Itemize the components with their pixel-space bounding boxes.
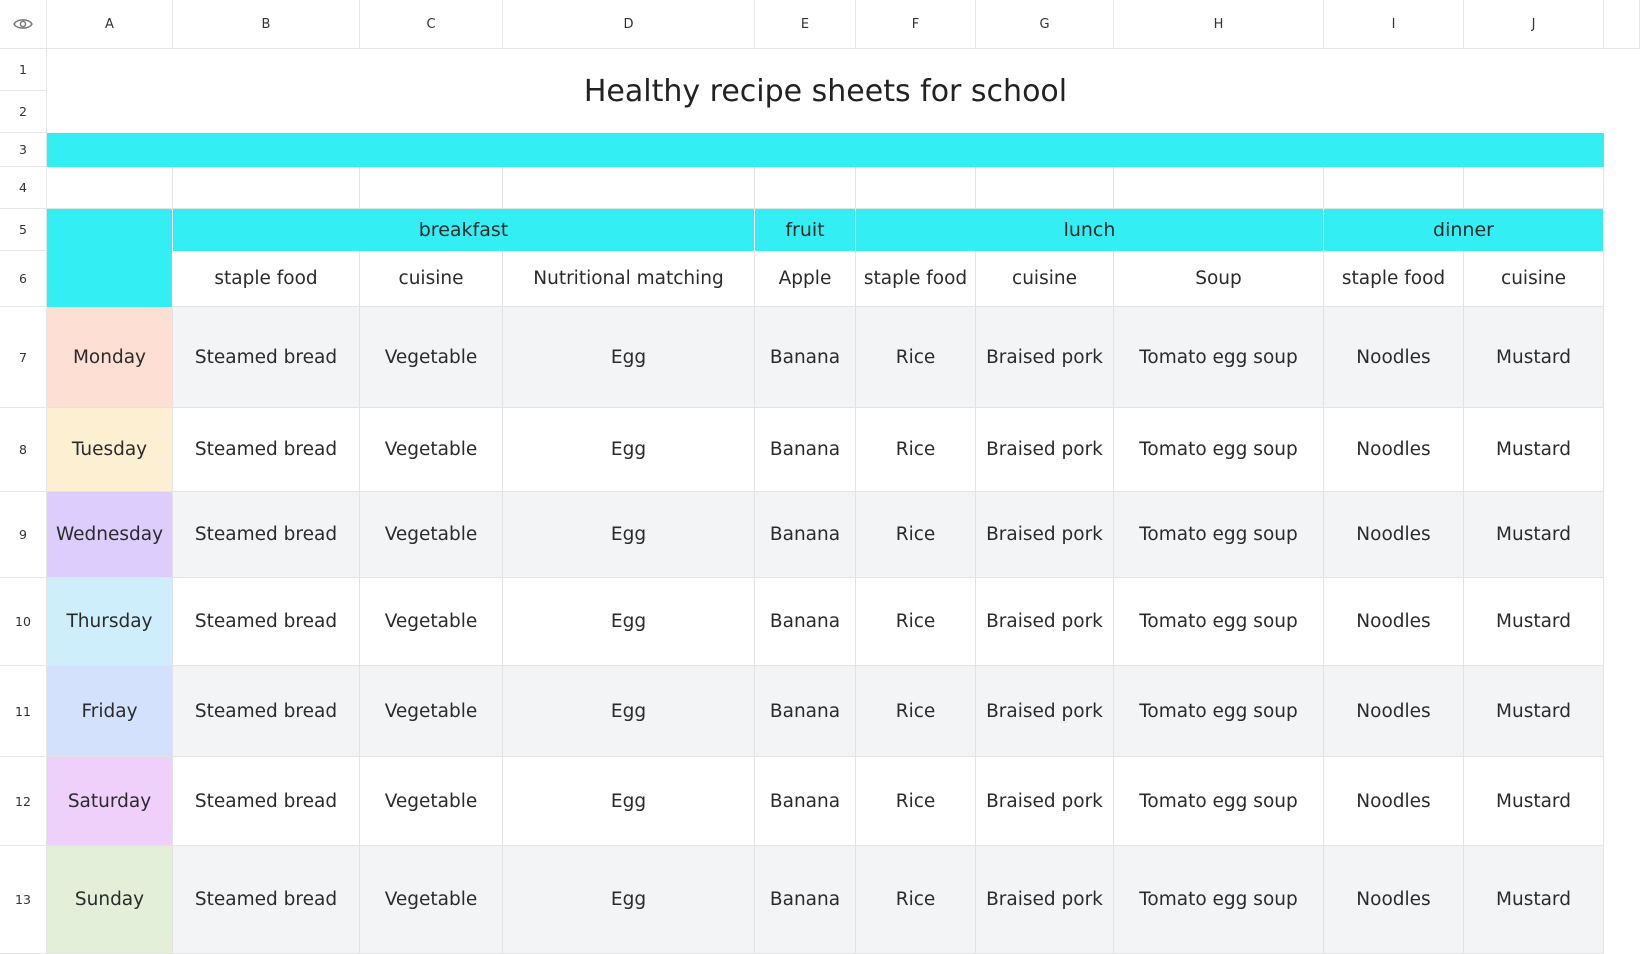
column-header-h[interactable]: H (1114, 0, 1324, 49)
meal-cell[interactable]: Mustard (1464, 492, 1604, 578)
row-header-2[interactable]: 2 (0, 91, 47, 133)
meal-cell[interactable]: Braised pork (976, 578, 1114, 666)
day-cell-tuesday[interactable]: Tuesday (47, 408, 173, 492)
empty-cell[interactable] (503, 167, 755, 209)
meal-cell[interactable]: Vegetable (360, 492, 503, 578)
group-header-dinner[interactable]: dinner (1324, 209, 1604, 251)
meal-cell[interactable]: Steamed bread (173, 307, 360, 408)
meal-cell[interactable]: Steamed bread (173, 408, 360, 492)
row-header-5[interactable]: 5 (0, 209, 47, 251)
empty-cell[interactable] (755, 167, 856, 209)
meal-cell[interactable]: Banana (755, 408, 856, 492)
group-header-breakfast[interactable]: breakfast (173, 209, 755, 251)
meal-cell[interactable]: Braised pork (976, 307, 1114, 408)
meal-cell[interactable]: Tomato egg soup (1114, 846, 1324, 954)
meal-cell[interactable]: Noodles (1324, 846, 1464, 954)
meal-cell[interactable]: Noodles (1324, 307, 1464, 408)
meal-cell[interactable]: Tomato egg soup (1114, 666, 1324, 757)
row-header-10[interactable]: 10 (0, 578, 47, 666)
sheet-title[interactable]: Healthy recipe sheets for school (583, 73, 1068, 109)
meal-cell[interactable]: Banana (755, 846, 856, 954)
meal-cell[interactable]: Rice (856, 846, 976, 954)
meal-cell[interactable]: Egg (503, 492, 755, 578)
subheader-cell[interactable]: Nutritional matching (503, 251, 755, 307)
meal-cell[interactable]: Steamed bread (173, 492, 360, 578)
meal-cell[interactable]: Rice (856, 307, 976, 408)
color-band[interactable] (47, 133, 1604, 167)
meal-cell[interactable]: Steamed bread (173, 578, 360, 666)
meal-cell[interactable]: Banana (755, 492, 856, 578)
column-header-a[interactable]: A (47, 0, 173, 49)
empty-cell[interactable] (47, 167, 173, 209)
empty-cell[interactable] (976, 167, 1114, 209)
row-header-1[interactable]: 1 (0, 49, 47, 91)
subheader-cell[interactable]: Apple (755, 251, 856, 307)
meal-cell[interactable]: Egg (503, 757, 755, 846)
day-cell-wednesday[interactable]: Wednesday (47, 492, 173, 578)
empty-cell[interactable] (173, 167, 360, 209)
subheader-cell[interactable]: cuisine (360, 251, 503, 307)
meal-cell[interactable]: Rice (856, 666, 976, 757)
meal-cell[interactable]: Banana (755, 307, 856, 408)
subheader-cell[interactable]: staple food (1324, 251, 1464, 307)
day-cell-sunday[interactable]: Sunday (47, 846, 173, 954)
meal-cell[interactable]: Banana (755, 757, 856, 846)
meal-cell[interactable]: Rice (856, 757, 976, 846)
meal-cell[interactable]: Rice (856, 578, 976, 666)
row-header-8[interactable]: 8 (0, 408, 47, 492)
meal-cell[interactable]: Noodles (1324, 578, 1464, 666)
column-header-e[interactable]: E (755, 0, 856, 49)
meal-cell[interactable]: Braised pork (976, 846, 1114, 954)
meal-cell[interactable]: Vegetable (360, 666, 503, 757)
column-header-j[interactable]: J (1464, 0, 1604, 49)
meal-cell[interactable]: Banana (755, 666, 856, 757)
subheader-cell[interactable]: cuisine (1464, 251, 1604, 307)
column-header-g[interactable]: G (976, 0, 1114, 49)
meal-cell[interactable]: Tomato egg soup (1114, 492, 1324, 578)
row-header-11[interactable]: 11 (0, 666, 47, 757)
day-cell-saturday[interactable]: Saturday (47, 757, 173, 846)
group-header-lunch[interactable]: lunch (856, 209, 1324, 251)
meal-cell[interactable]: Noodles (1324, 408, 1464, 492)
meal-cell[interactable]: Braised pork (976, 408, 1114, 492)
meal-cell[interactable]: Noodles (1324, 492, 1464, 578)
meal-cell[interactable]: Egg (503, 578, 755, 666)
meal-cell[interactable]: Braised pork (976, 492, 1114, 578)
group-header-fruit[interactable]: fruit (755, 209, 856, 251)
meal-cell[interactable]: Steamed bread (173, 757, 360, 846)
empty-cell[interactable] (856, 167, 976, 209)
meal-cell[interactable]: Mustard (1464, 408, 1604, 492)
meal-cell[interactable]: Tomato egg soup (1114, 307, 1324, 408)
meal-cell[interactable]: Rice (856, 492, 976, 578)
day-header-cell[interactable] (47, 209, 173, 307)
column-header-filler (1604, 0, 1640, 49)
meal-cell[interactable]: Banana (755, 578, 856, 666)
meal-cell[interactable]: Rice (856, 408, 976, 492)
row-header-4[interactable]: 4 (0, 167, 47, 209)
meal-cell[interactable]: Tomato egg soup (1114, 578, 1324, 666)
meal-cell[interactable]: Vegetable (360, 846, 503, 954)
subheader-cell[interactable]: cuisine (976, 251, 1114, 307)
subheader-cell[interactable]: staple food (173, 251, 360, 307)
day-cell-friday[interactable]: Friday (47, 666, 173, 757)
meal-cell[interactable]: Mustard (1464, 757, 1604, 846)
subheader-cell[interactable]: staple food (856, 251, 976, 307)
row-header-3[interactable]: 3 (0, 133, 47, 167)
eye-icon[interactable] (13, 17, 33, 31)
select-all-corner[interactable] (0, 0, 47, 49)
row-header-12[interactable]: 12 (0, 757, 47, 846)
meal-cell[interactable]: Tomato egg soup (1114, 408, 1324, 492)
meal-cell[interactable]: Egg (503, 846, 755, 954)
meal-cell[interactable]: Egg (503, 408, 755, 492)
column-header-i[interactable]: I (1324, 0, 1464, 49)
meal-cell[interactable]: Vegetable (360, 307, 503, 408)
column-header-b[interactable]: B (173, 0, 360, 49)
meal-cell[interactable]: Tomato egg soup (1114, 757, 1324, 846)
empty-cell[interactable] (360, 167, 503, 209)
empty-cell[interactable] (1324, 167, 1464, 209)
meal-cell[interactable]: Steamed bread (173, 846, 360, 954)
meal-cell[interactable]: Egg (503, 666, 755, 757)
day-cell-monday[interactable]: Monday (47, 307, 173, 408)
meal-cell[interactable]: Vegetable (360, 408, 503, 492)
meal-cell[interactable]: Noodles (1324, 757, 1464, 846)
meal-cell[interactable]: Mustard (1464, 666, 1604, 757)
row-header-7[interactable]: 7 (0, 307, 47, 408)
subheader-cell[interactable]: Soup (1114, 251, 1324, 307)
empty-cell[interactable] (1114, 167, 1324, 209)
column-header-f[interactable]: F (856, 0, 976, 49)
meal-cell[interactable]: Egg (503, 307, 755, 408)
row-header-6[interactable]: 6 (0, 251, 47, 307)
column-header-c[interactable]: C (360, 0, 503, 49)
empty-cell[interactable] (1464, 167, 1604, 209)
meal-cell[interactable]: Mustard (1464, 578, 1604, 666)
day-cell-thursday[interactable]: Thursday (47, 578, 173, 666)
meal-cell[interactable]: Mustard (1464, 307, 1604, 408)
meal-cell[interactable]: Mustard (1464, 846, 1604, 954)
meal-cell[interactable]: Braised pork (976, 666, 1114, 757)
column-header-d[interactable]: D (503, 0, 755, 49)
meal-cell[interactable]: Braised pork (976, 757, 1114, 846)
row-header-9[interactable]: 9 (0, 492, 47, 578)
row-header-13[interactable]: 13 (0, 846, 47, 954)
meal-cell[interactable]: Vegetable (360, 578, 503, 666)
meal-cell[interactable]: Noodles (1324, 666, 1464, 757)
meal-cell[interactable]: Vegetable (360, 757, 503, 846)
meal-cell[interactable]: Steamed bread (173, 666, 360, 757)
